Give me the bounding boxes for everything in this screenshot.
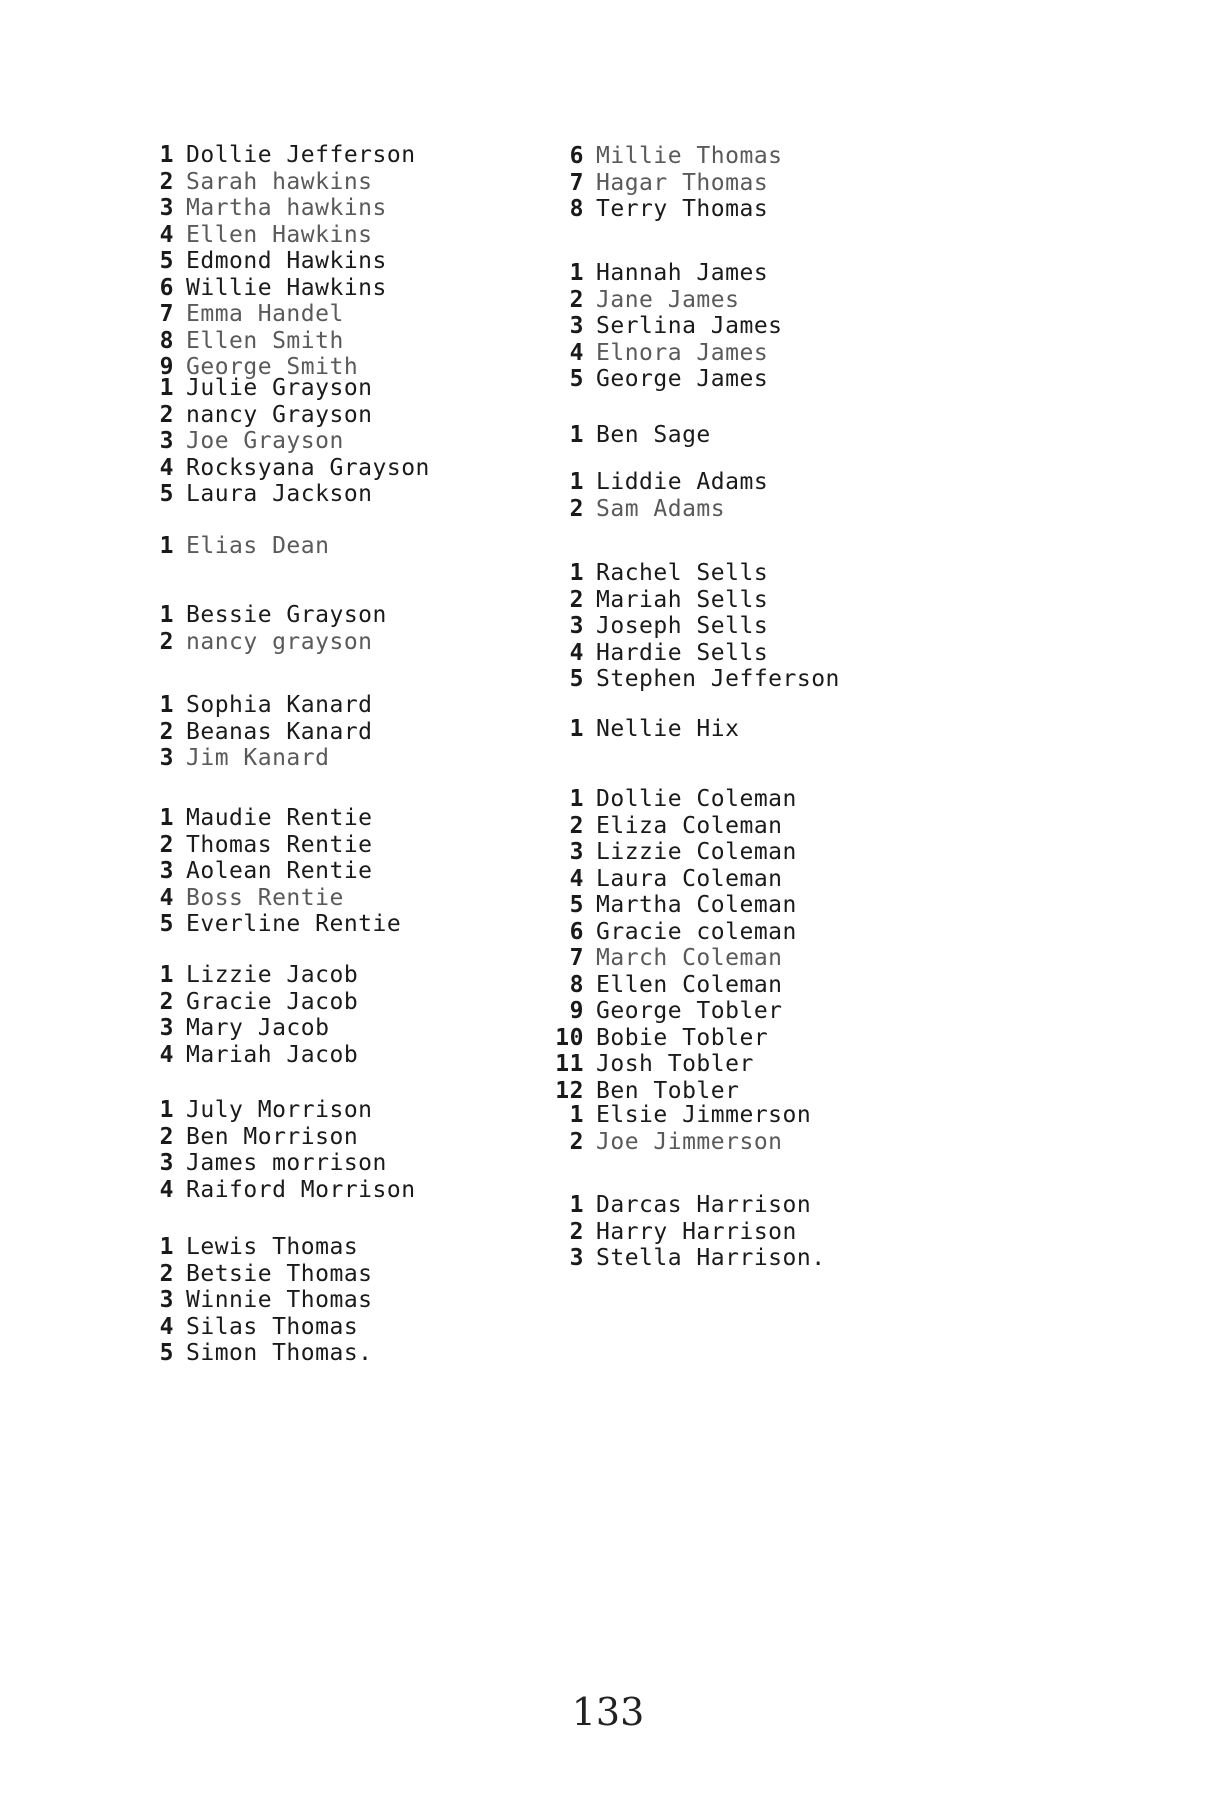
entry-number: 1 (569, 422, 584, 448)
entry-name: Martha hawkins (186, 195, 387, 221)
list-item (550, 496, 768, 523)
left-entry-group (140, 602, 387, 655)
entry-number: 6 (159, 274, 174, 301)
list-item (140, 805, 401, 832)
entry-name: Millie Thomas (596, 143, 783, 169)
entry-number: 4 (159, 1041, 174, 1068)
entry-number: 3 (569, 839, 584, 865)
list-item (140, 629, 387, 656)
list-item (550, 1245, 826, 1272)
list-item (140, 195, 416, 222)
list-item (140, 275, 416, 302)
entry-number: 3 (159, 1150, 174, 1176)
entry-name: Aolean Rentie (186, 858, 373, 884)
entry-name: Boss Rentie (186, 884, 344, 911)
entry-name: Terry Thomas (596, 196, 769, 222)
entry-name: Sarah hawkins (186, 168, 373, 195)
list-item (550, 786, 797, 813)
entry-name: Mariah Sells (596, 586, 769, 613)
entry-number: 6 (569, 143, 584, 169)
list-item (140, 1177, 416, 1204)
right-entry-group (550, 716, 739, 743)
left-entry-group (140, 692, 373, 772)
list-item (550, 666, 840, 693)
entry-number: 1 (569, 260, 584, 286)
entry-name: Ben Sage (596, 422, 711, 448)
entry-number: 1 (159, 805, 174, 831)
entry-number: 4 (569, 339, 584, 366)
entry-number: 1 (569, 469, 584, 495)
list-item (550, 839, 797, 866)
entry-name: Stella Harrison. (596, 1245, 826, 1271)
entry-number: 9 (569, 998, 584, 1024)
list-item (140, 328, 416, 355)
list-item (140, 481, 430, 508)
list-item (140, 375, 430, 402)
entry-number: 1 (569, 1102, 584, 1128)
entry-number: 4 (159, 1313, 174, 1340)
entry-number: 3 (569, 1245, 584, 1271)
list-item (140, 1314, 373, 1341)
entry-name: Maudie Rentie (186, 805, 373, 831)
entry-number: 2 (569, 812, 584, 839)
list-item (550, 945, 797, 972)
entry-number: 8 (569, 196, 584, 222)
entry-number: 2 (159, 628, 174, 655)
entry-number: 2 (159, 988, 174, 1015)
entry-name: Jane James (596, 286, 740, 313)
list-item (550, 587, 840, 614)
list-item (550, 813, 797, 840)
entry-number: 3 (159, 1015, 174, 1041)
left-entry-group (140, 805, 401, 938)
entry-number: 1 (159, 375, 174, 401)
entry-name: Beanas Kanard (186, 718, 373, 745)
entry-name: Serlina James (596, 313, 783, 339)
entry-number: 8 (569, 971, 584, 998)
entry-number: 5 (569, 666, 584, 692)
entry-name: Edmond Hawkins (186, 248, 387, 274)
left-entry-group (140, 1097, 416, 1203)
list-item (550, 1051, 797, 1078)
entry-number: 1 (159, 533, 174, 559)
list-item (550, 196, 783, 223)
entry-name: Joe Jimmerson (596, 1128, 783, 1155)
entry-number: 2 (569, 1128, 584, 1155)
entry-name: Ellen Smith (186, 327, 344, 354)
list-item (550, 1219, 826, 1246)
list-item (140, 1340, 373, 1367)
entry-name: Gracie Jacob (186, 988, 359, 1015)
entry-number: 4 (569, 639, 584, 666)
entry-number: 3 (569, 613, 584, 639)
list-item (140, 455, 430, 482)
entry-number: 6 (569, 918, 584, 945)
entry-number: 7 (569, 169, 584, 196)
entry-name: Stephen Jefferson (596, 666, 840, 692)
entry-name: nancy grayson (186, 628, 373, 655)
entry-name: Bessie Grayson (186, 602, 387, 628)
entry-number: 1 (159, 962, 174, 988)
list-item (140, 692, 373, 719)
entry-number: 2 (569, 1218, 584, 1245)
list-item (140, 1234, 373, 1261)
entry-number: 4 (569, 865, 584, 892)
right-entry-group (550, 260, 783, 393)
entry-number: 12 (555, 1077, 584, 1104)
entry-name: Raiford Morrison (186, 1176, 416, 1203)
entry-number: 4 (159, 454, 174, 481)
right-entry-group (550, 1192, 826, 1272)
list-item (140, 602, 387, 629)
list-item (550, 260, 783, 287)
list-item (140, 222, 416, 249)
list-item (550, 366, 783, 393)
list-item (550, 1102, 811, 1129)
entry-name: Ben Tobler (596, 1077, 740, 1104)
entry-name: Bobie Tobler (596, 1024, 769, 1051)
list-item (550, 716, 739, 743)
entry-number: 2 (159, 718, 174, 745)
entry-number: 2 (159, 1123, 174, 1150)
list-item (550, 919, 797, 946)
list-item (140, 858, 401, 885)
list-item (550, 640, 840, 667)
entry-name: Darcas Harrison (596, 1192, 812, 1218)
list-item (140, 1042, 358, 1069)
entry-name: Sam Adams (596, 495, 726, 522)
list-item (550, 313, 783, 340)
entry-number: 4 (159, 884, 174, 911)
entry-name: Martha Coleman (596, 892, 797, 918)
list-item (550, 170, 783, 197)
entry-name: Nellie Hix (596, 716, 740, 742)
entry-name: James morrison (186, 1150, 387, 1176)
list-item (550, 1129, 811, 1156)
entry-number: 5 (159, 248, 174, 274)
entry-name: Betsie Thomas (186, 1260, 373, 1287)
list-item (550, 972, 797, 999)
entry-number: 2 (569, 495, 584, 522)
entry-name: Elsie Jimmerson (596, 1102, 812, 1128)
entry-name: Mariah Jacob (186, 1041, 359, 1068)
list-item (550, 998, 797, 1025)
entry-number: 1 (159, 142, 174, 168)
list-item (550, 469, 768, 496)
list-item (550, 866, 797, 893)
list-item (550, 1025, 797, 1052)
entry-number: 1 (159, 692, 174, 718)
right-column (550, 0, 1070, 1600)
entry-name: Silas Thomas (186, 1313, 359, 1340)
entry-name: Mary Jacob (186, 1015, 330, 1041)
entry-name: Rachel Sells (596, 560, 769, 586)
entry-number: 4 (159, 1176, 174, 1203)
entry-number: 1 (159, 602, 174, 628)
list-item (550, 1078, 797, 1105)
entry-name: George Smith (186, 354, 359, 380)
entry-name: Hannah James (596, 260, 769, 286)
entry-number: 1 (159, 1097, 174, 1123)
list-item (140, 962, 358, 989)
entry-name: George James (596, 366, 769, 392)
entry-number: 2 (569, 286, 584, 313)
entry-name: Julie Grayson (186, 375, 373, 401)
entry-name: Lewis Thomas (186, 1234, 359, 1260)
list-item (550, 287, 783, 314)
entry-name: Joe Grayson (186, 428, 344, 454)
entry-name: Josh Tobler (596, 1051, 754, 1077)
entry-number: 3 (159, 858, 174, 884)
entry-name: Elias Dean (186, 533, 330, 559)
entry-name: Everline Rentie (186, 911, 402, 937)
entry-number: 2 (159, 831, 174, 858)
list-item (140, 248, 416, 275)
left-entry-group (140, 375, 430, 508)
entry-number: 10 (555, 1024, 584, 1051)
list-item (550, 613, 840, 640)
entry-name: Winnie Thomas (186, 1287, 373, 1313)
left-entry-group (140, 142, 416, 381)
entry-number: 5 (569, 366, 584, 392)
entry-number: 8 (159, 327, 174, 354)
entry-number: 11 (555, 1051, 584, 1077)
entry-name: nancy Grayson (186, 401, 373, 428)
entry-number: 2 (159, 168, 174, 195)
entry-name: Willie Hawkins (186, 274, 387, 301)
left-entry-group (140, 1234, 373, 1367)
entry-name: Thomas Rentie (186, 831, 373, 858)
list-item (140, 428, 430, 455)
entry-name: Emma Handel (186, 301, 344, 327)
list-item (550, 422, 711, 449)
entry-name: Laura Coleman (596, 865, 783, 892)
entry-name: Harry Harrison (596, 1218, 797, 1245)
list-item (550, 892, 797, 919)
entry-name: Joseph Sells (596, 613, 769, 639)
entry-name: Hardie Sells (596, 639, 769, 666)
entry-number: 1 (569, 786, 584, 812)
list-item (140, 1124, 416, 1151)
entry-number: 5 (159, 1340, 174, 1366)
entry-number: 3 (159, 745, 174, 771)
entry-number: 2 (159, 1260, 174, 1287)
entry-name: Sophia Kanard (186, 692, 373, 718)
entry-name: Liddie Adams (596, 469, 769, 495)
list-item (140, 1261, 373, 1288)
right-entry-group (550, 1102, 811, 1155)
entry-name: Dollie Jefferson (186, 142, 416, 168)
list-item (140, 911, 401, 938)
entry-number: 2 (569, 586, 584, 613)
entry-name: Rocksyana Grayson (186, 454, 430, 481)
entry-name: Lizzie Jacob (186, 962, 359, 988)
list-item (140, 1150, 416, 1177)
list-item (140, 301, 416, 328)
list-item (550, 143, 783, 170)
entry-number: 4 (159, 221, 174, 248)
entry-number: 7 (569, 945, 584, 971)
right-entry-group (550, 786, 797, 1104)
entry-number: 3 (159, 195, 174, 221)
entry-name: Ben Morrison (186, 1123, 359, 1150)
entry-number: 1 (569, 716, 584, 742)
list-item (140, 885, 401, 912)
list-item (140, 745, 373, 772)
page-number: 133 (571, 1690, 645, 1734)
entry-number: 3 (569, 313, 584, 339)
entry-name: July Morrison (186, 1097, 373, 1123)
list-item (140, 169, 416, 196)
list-item (140, 533, 329, 560)
entry-name: Ellen Hawkins (186, 221, 373, 248)
entry-number: 3 (159, 428, 174, 454)
list-item (140, 1287, 373, 1314)
entry-name: Elnora James (596, 339, 769, 366)
right-entry-group (550, 469, 768, 522)
entry-number: 5 (159, 481, 174, 507)
entry-name: Lizzie Coleman (596, 839, 797, 865)
entry-number: 2 (159, 401, 174, 428)
list-item (140, 142, 416, 169)
entry-number: 5 (159, 911, 174, 937)
entry-name: Eliza Coleman (596, 812, 783, 839)
list-item (140, 832, 401, 859)
entry-number: 1 (569, 560, 584, 586)
entry-number: 1 (569, 1192, 584, 1218)
list-item (140, 1097, 416, 1124)
list-item (550, 340, 783, 367)
entry-name: Dollie Coleman (596, 786, 797, 812)
entry-name: March Coleman (596, 945, 783, 971)
list-item (140, 989, 358, 1016)
entry-number: 9 (159, 354, 174, 380)
entry-number: 1 (159, 1234, 174, 1260)
entry-number: 3 (159, 1287, 174, 1313)
entry-number: 7 (159, 301, 174, 327)
list-item (140, 719, 373, 746)
entry-name: George Tobler (596, 998, 783, 1024)
entry-name: Laura Jackson (186, 481, 373, 507)
list-item (140, 1015, 358, 1042)
right-entry-group (550, 560, 840, 693)
list-item (550, 1192, 826, 1219)
right-entry-group (550, 143, 783, 223)
left-entry-group (140, 533, 329, 560)
entry-name: Simon Thomas. (186, 1340, 373, 1366)
entry-name: Gracie coleman (596, 918, 797, 945)
list-item (550, 560, 840, 587)
entry-name: Jim Kanard (186, 745, 330, 771)
list-item (140, 402, 430, 429)
entry-name: Hagar Thomas (596, 169, 769, 196)
entry-number: 5 (569, 892, 584, 918)
entry-name: Ellen Coleman (596, 971, 783, 998)
left-entry-group (140, 962, 358, 1068)
right-entry-group (550, 422, 711, 449)
